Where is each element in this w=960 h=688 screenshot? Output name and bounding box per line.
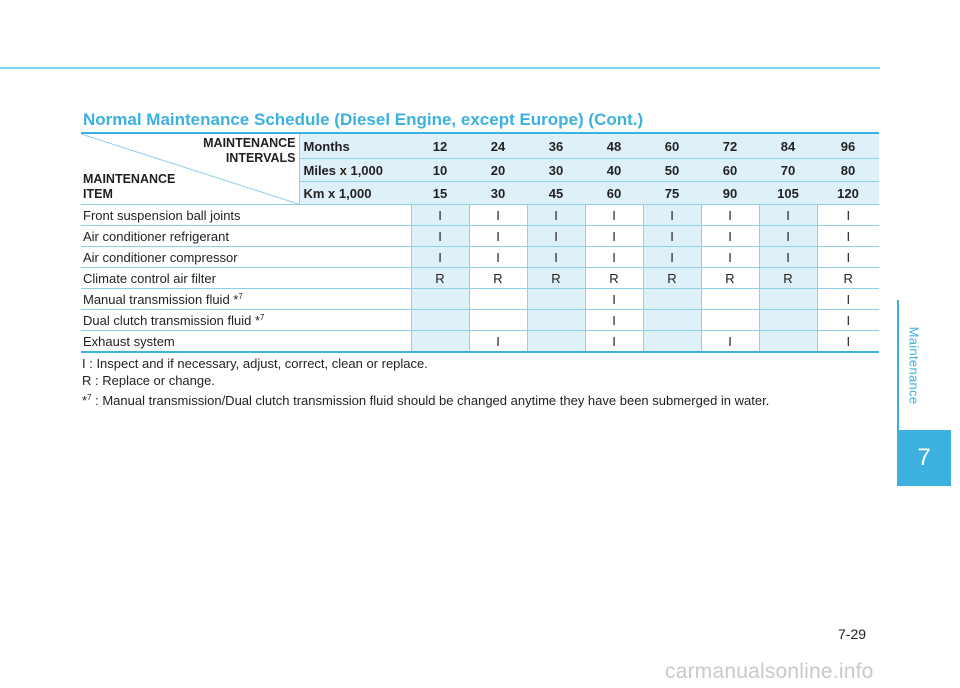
chapter-number-box: 7 — [897, 430, 951, 486]
schedule-cell — [759, 310, 817, 331]
table-row — [81, 310, 879, 331]
schedule-cell: R — [469, 268, 527, 289]
schedule-cell: R — [643, 268, 701, 289]
item-name-text: Manual transmission fluid * — [83, 291, 239, 307]
interval-value: 20 — [469, 159, 527, 182]
interval-value: 30 — [527, 159, 585, 182]
interval-value: 105 — [759, 182, 817, 205]
schedule-cell: I — [469, 247, 527, 268]
schedule-cell: I — [585, 331, 643, 353]
item-name-text: Air conditioner refrigerant — [83, 228, 229, 244]
note-footnote: *$^7$ : Manual transmission/Dual clutch transmission fluid should be changed anytime they have been submerged in water. — [82, 393, 770, 408]
schedule-cell: I — [701, 226, 759, 247]
table-row — [81, 247, 879, 268]
item-name-text: Dual clutch transmission fluid * — [83, 312, 261, 328]
interval-value: 72 — [701, 133, 759, 159]
interval-value: 10 — [411, 159, 469, 182]
maintenance-item-name — [81, 268, 411, 289]
interval-value: 80 — [817, 159, 879, 182]
interval-value: 70 — [759, 159, 817, 182]
maintenance-item-name — [81, 310, 411, 331]
interval-value: 96 — [817, 133, 879, 159]
schedule-cell — [643, 331, 701, 353]
schedule-cell: I — [585, 226, 643, 247]
interval-value: 120 — [817, 182, 879, 205]
interval-value: 75 — [643, 182, 701, 205]
interval-value: 24 — [469, 133, 527, 159]
schedule-cell: R — [701, 268, 759, 289]
schedule-cell: I — [469, 226, 527, 247]
schedule-cell: I — [817, 205, 879, 226]
page-title: Normal Maintenance Schedule (Diesel Engine, except Europe) (Cont.) — [83, 110, 644, 129]
schedule-cell: I — [643, 205, 701, 226]
item-name-text: Exhaust system — [83, 333, 175, 349]
schedule-cell: I — [585, 205, 643, 226]
schedule-cell: I — [759, 226, 817, 247]
interval-value: 12 — [411, 133, 469, 159]
schedule-cell: I — [701, 247, 759, 268]
schedule-cell — [701, 310, 759, 331]
schedule-cell: R — [527, 268, 585, 289]
schedule-cell: I — [701, 331, 759, 353]
table-row — [81, 289, 879, 310]
watermark: carmanualsonline.info — [665, 660, 874, 683]
schedule-cell — [759, 289, 817, 310]
schedule-cell: I — [585, 289, 643, 310]
interval-value: 45 — [527, 182, 585, 205]
page-number: 7-29 — [838, 626, 867, 642]
schedule-cell: R — [585, 268, 643, 289]
table-row — [81, 226, 879, 247]
table-row — [81, 268, 879, 289]
schedule-cell: I — [817, 310, 879, 331]
schedule-cell: I — [817, 331, 879, 353]
table-corner-header — [81, 133, 299, 205]
chapter-side-tab: Maintenance — [906, 326, 922, 404]
footnote-mark: 7 — [238, 291, 243, 301]
interval-value: 60 — [701, 159, 759, 182]
schedule-cell: I — [527, 226, 585, 247]
interval-unit-label: Months — [299, 133, 411, 159]
schedule-cell: R — [817, 268, 879, 289]
interval-value: 36 — [527, 133, 585, 159]
interval-value: 60 — [643, 133, 701, 159]
maintenance-item-name — [81, 205, 411, 226]
schedule-cell — [469, 289, 527, 310]
top-rule — [0, 67, 880, 69]
schedule-cell: I — [411, 205, 469, 226]
schedule-cell — [527, 331, 585, 353]
interval-value: 50 — [643, 159, 701, 182]
note-replace: R : Replace or change. — [82, 373, 215, 388]
schedule-cell: I — [643, 247, 701, 268]
interval-value: 90 — [701, 182, 759, 205]
schedule-cell: I — [527, 205, 585, 226]
schedule-cell — [469, 310, 527, 331]
interval-unit-label: Km x 1,000 — [299, 182, 411, 205]
table-row — [81, 331, 879, 353]
schedule-cell: I — [469, 331, 527, 353]
maintenance-item-name — [81, 226, 411, 247]
schedule-cell: I — [817, 289, 879, 310]
schedule-cell: R — [411, 268, 469, 289]
interval-value: 60 — [585, 182, 643, 205]
interval-value: 15 — [411, 182, 469, 205]
schedule-cell: I — [817, 226, 879, 247]
maintenance-schedule-table — [81, 132, 879, 353]
schedule-cell: I — [411, 247, 469, 268]
schedule-cell: I — [701, 205, 759, 226]
interval-value: 30 — [469, 182, 527, 205]
schedule-cell: I — [759, 247, 817, 268]
item-name-text: Front suspension ball joints — [83, 207, 241, 223]
schedule-cell: I — [643, 226, 701, 247]
interval-value: 84 — [759, 133, 817, 159]
schedule-cell: I — [469, 205, 527, 226]
maintenance-item-name — [81, 289, 411, 310]
item-name-text: Climate control air filter — [83, 270, 216, 286]
schedule-cell — [411, 331, 469, 353]
schedule-cell: I — [759, 205, 817, 226]
schedule-cell — [527, 310, 585, 331]
schedule-cell — [411, 289, 469, 310]
schedule-cell: I — [585, 310, 643, 331]
schedule-cell — [643, 310, 701, 331]
item-name-text: Air conditioner compressor — [83, 249, 238, 265]
schedule-cell: I — [411, 226, 469, 247]
maintenance-item-name — [81, 331, 411, 353]
schedule-cell: R — [759, 268, 817, 289]
schedule-cell — [701, 289, 759, 310]
maintenance-item-name — [81, 247, 411, 268]
schedule-cell: I — [585, 247, 643, 268]
schedule-cell: I — [527, 247, 585, 268]
schedule-cell — [643, 289, 701, 310]
schedule-cell — [411, 310, 469, 331]
legend-notes — [82, 355, 769, 409]
intervals-label: MAINTENANCE INTERVALS — [203, 136, 296, 165]
interval-unit-label: Miles x 1,000 — [299, 159, 411, 182]
interval-value: 40 — [585, 159, 643, 182]
schedule-cell: I — [817, 247, 879, 268]
footnote-mark: 7 — [260, 312, 265, 322]
schedule-cell — [527, 289, 585, 310]
interval-value: 48 — [585, 133, 643, 159]
table-row — [81, 205, 879, 226]
note-inspect: I : Inspect and if necessary, adjust, correct, clean or replace. — [82, 356, 428, 371]
schedule-cell — [759, 331, 817, 353]
item-label: MAINTENANCE ITEM — [83, 172, 176, 201]
header-row-months — [81, 133, 879, 159]
